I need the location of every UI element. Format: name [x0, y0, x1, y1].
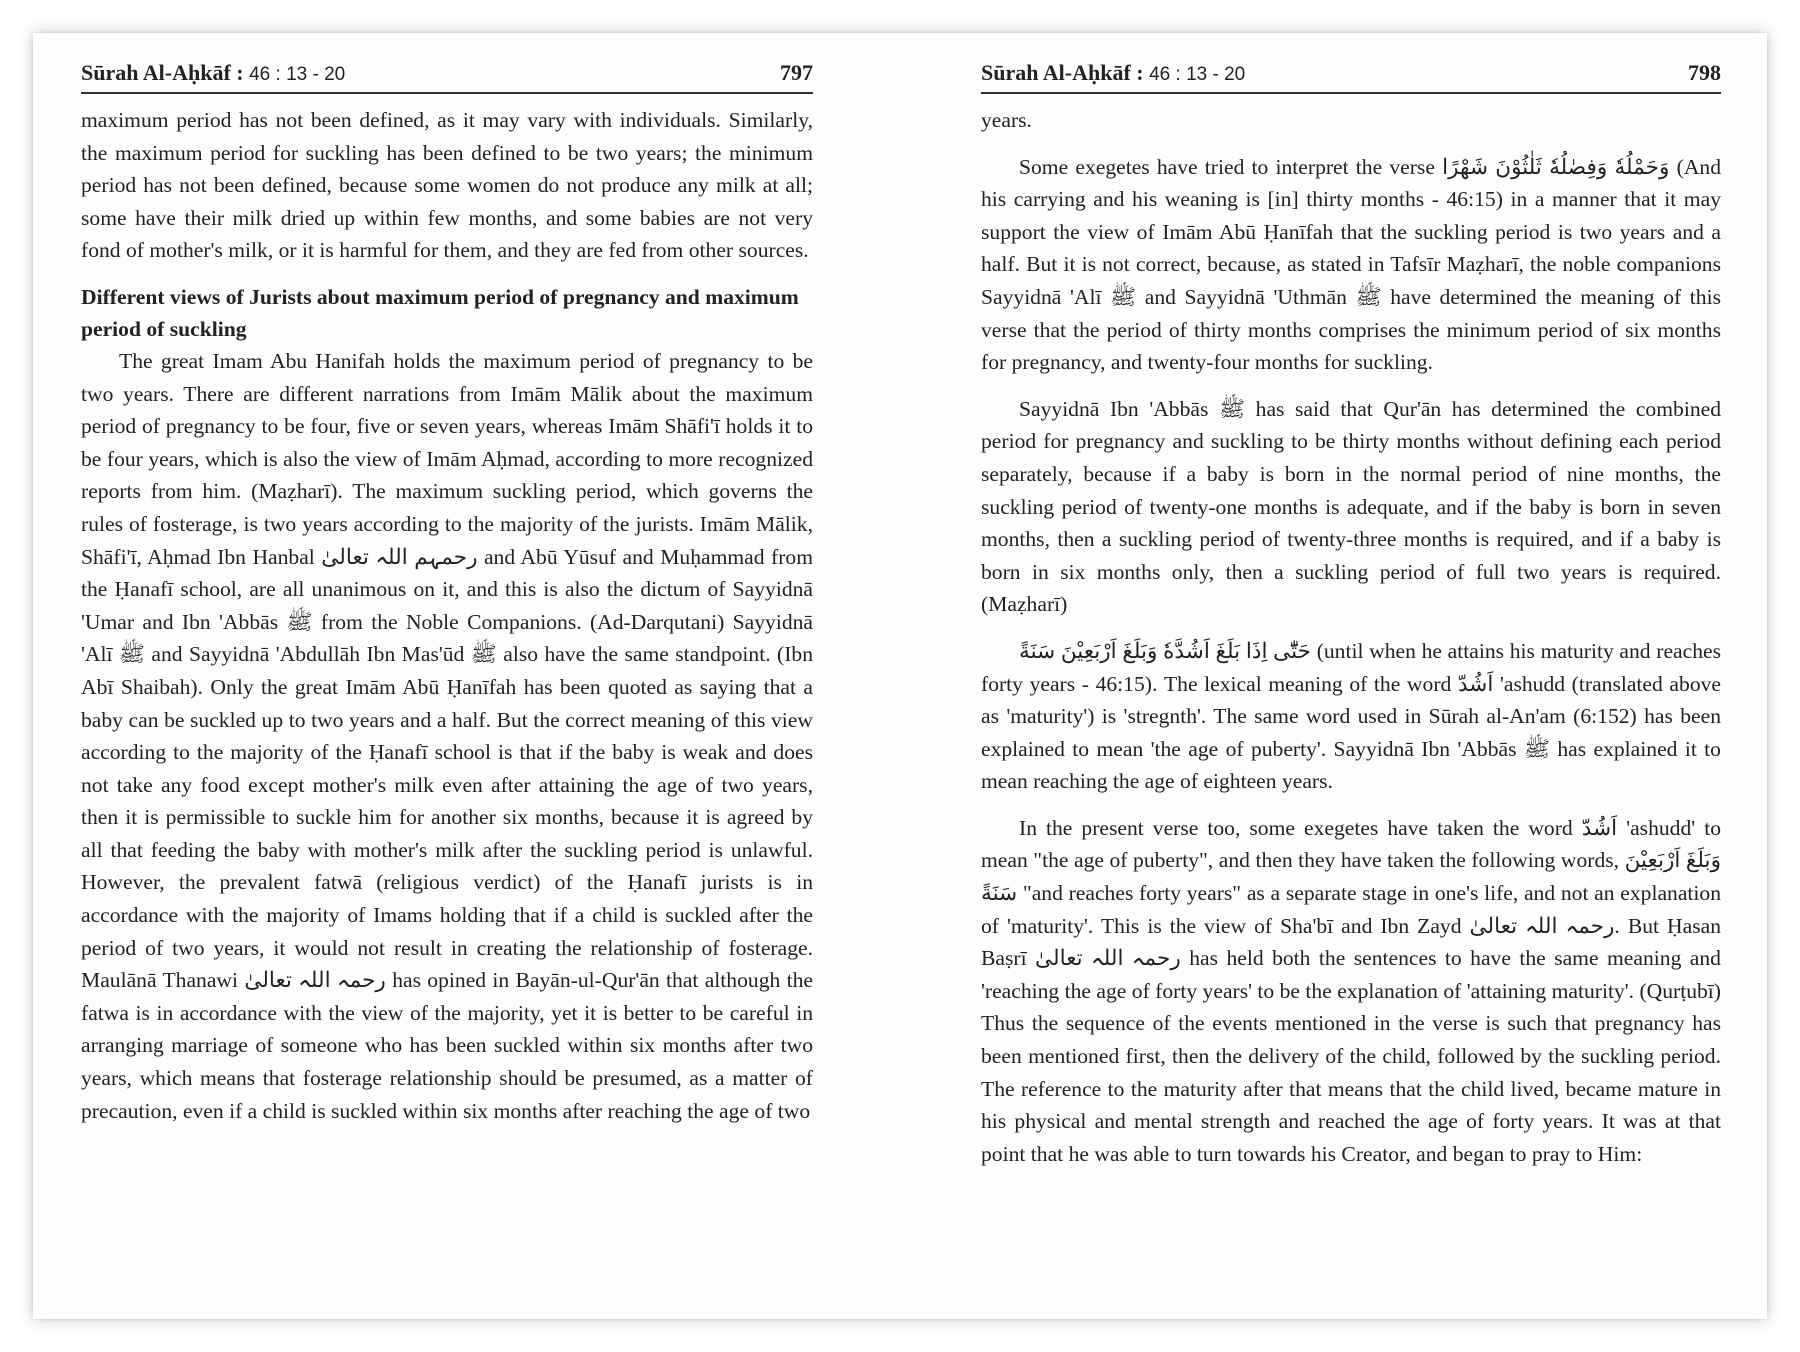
page-number: 798: [1688, 60, 1721, 85]
book-spread: [33, 33, 1767, 1319]
left-page: [33, 33, 900, 1319]
right-page: [900, 33, 1767, 1319]
paragraph: years.: [981, 108, 1032, 132]
surah-name: Sūrah Al-Aḥkāf :: [981, 60, 1144, 85]
page-number: 797: [780, 60, 813, 85]
paragraph: In the present verse too, some exegetes have taken the word اَشُدّ 'ashudd' to mean "the age of puberty", and then they have taken the following words, وَبَلَغَ اَرْبَعِيْنَ سَنَةً "and reaches forty years" as a separate stage in one's life, and not an explanation of 'maturity'. This is the view of Sha'bī and Ibn Zayd رحمہ اللہ تعالیٰ. But Ḥasan Baṣrī رحمہ اللہ تعالیٰ has held both the sentences to have the same meaning and 'reaching the age of forty years' to be the explanation of 'attaining maturity'. (Qurṭubī) Thus the sequence of the events mentioned in the verse is such that pregnancy has been mentioned first, then the delivery of the child, followed by the suckling period. The reference to the maturity after that means that the child lived, became mature in his physical and mental strength and reached the age of forty years. It was at that point that he was able to turn towards his Creator, and began to pray to Him:: [981, 815, 1721, 1166]
header-title: [981, 60, 1245, 86]
section-heading: Different views of Jurists about maximum period of pregnancy and maximum period of suckling: [81, 284, 799, 341]
verse-reference: 46 : 13 - 20: [1149, 64, 1246, 85]
paragraph: The great Imam Abu Hanifah holds the maximum period of pregnancy to be two years. There are different narrations from Imām Mālik about the maximum period of pregnancy to be four, five or seven years, whereas Imām Shāfi'ī holds it to be four years, which is also the view of Imām Aḥmad, according to more recognized reports from him. (Maẓharī). The maximum suckling period, which governs the rules of fosterage, is two years according to the majority of the jurists. Imām Mālik, Shāfi'ī, Aḥmad Ibn Hanbal رحمہم اللہ تعالیٰ and Abū Yūsuf and Muḥammad from the Ḥanafī school, are all unanimous on it, and this is also the dictum of Sayyidnā 'Umar and Ibn 'Abbās ﷺ from the Noble Companions. (Ad-Darqutani) Sayyidnā 'Alī ﷺ and Sayyidnā 'Abdullāh Ibn Mas'ūd ﷺ also have the same standpoint. (Ibn Abī Shaibah). Only the great Imām Abū Ḥanīfah has been quoted as saying that a baby can be suckled up to two years and a half. But the correct meaning of this view according to the majority of the Ḥanafī school is that if the baby is weak and does not take any food except mother's milk even after attaining the age of two years, then it is permissible to suckle him for another six months, because it is agreed by all that feeding the baby with mother's milk after the suckling period is unlawful. However, the prevalent fatwā (religious verdict) of the Ḥanafī jurists is in accordance with the majority of Imams holding that if a child is suckled after the period of two years, it would not result in creating the relationship of fosterage. Maulānā Thanawi رحمہ اللہ تعالیٰ has opined in Bayān-ul-Qur'ān that although the fatwa is in accordance with the view of the majority, yet it is better to be careful in arranging marriage of someone who has been suckled within six months after two years, which means that fosterage relationship should be presumed, as a matter of precaution, even if a child is suckled within six months after reaching the age of two: [81, 348, 814, 1123]
page-header: [81, 60, 813, 94]
verse-reference: 46 : 13 - 20: [249, 64, 346, 85]
paragraph: Some exegetes have tried to interpret the verse وَحَمْلُهٗ وَفِصٰلُهٗ ثَلٰثُوْنَ شَهْرًا (And his carrying and his weaning is [in] thirty months - 46:15) in a manner that it may support the view of Imām Abū Ḥanīfah that the suckling period is two years and a half. But it is not correct, because, as stated in Tafsīr Maẓharī, the noble companions Sayyidnā 'Alī ﷺ and Sayyidnā 'Uthmān ﷺ have determined the meaning of this verse that the period of thirty months comprises the minimum period of six months for pregnancy, and twenty-four months for suckling.: [981, 154, 1722, 375]
surah-name: Sūrah Al-Aḥkāf :: [81, 60, 244, 85]
paragraph: حَتّٰٓى اِذَا بَلَغَ اَشُدَّهٗ وَبَلَغَ اَرْبَعِيْنَ سَنَةً (until when he attains his maturity and reaches forty years - 46:15). The lexical meaning of the word اَشُدّ 'ashudd (translated above as 'maturity') is 'stregnth'. The same word used in Sūrah al-An'am (6:152) has been explained to mean 'the age of puberty'. Sayyidnā Ibn 'Abbās ﷺ has explained it to mean reaching the age of eighteen years.: [981, 638, 1722, 794]
paragraph: maximum period has not been defined, as it may vary with individuals. Similarly, the maximum period for suckling has been defined to be two years; the minimum period has not been defined, because some women do not produce any milk at all; some have their milk dried up within few months, and some babies are not very fond of mother's milk, or it is harmful for them, and they are fed from other sources.: [81, 108, 813, 263]
header-title: [81, 60, 345, 86]
paragraph: Sayyidnā Ibn 'Abbās ﷺ has said that Qur'ān has determined the combined period for pregnancy and suckling to be thirty months without defining each period separately, because if a baby is born in the normal period of nine months, the suckling period of twenty-one months is adequate, and if the baby is born in seven months, then a suckling period of twenty-three months is required, and if a baby is born in six months only, then a suckling period of full two years is required. (Maẓharī): [981, 396, 1722, 617]
page-header: [981, 60, 1721, 94]
